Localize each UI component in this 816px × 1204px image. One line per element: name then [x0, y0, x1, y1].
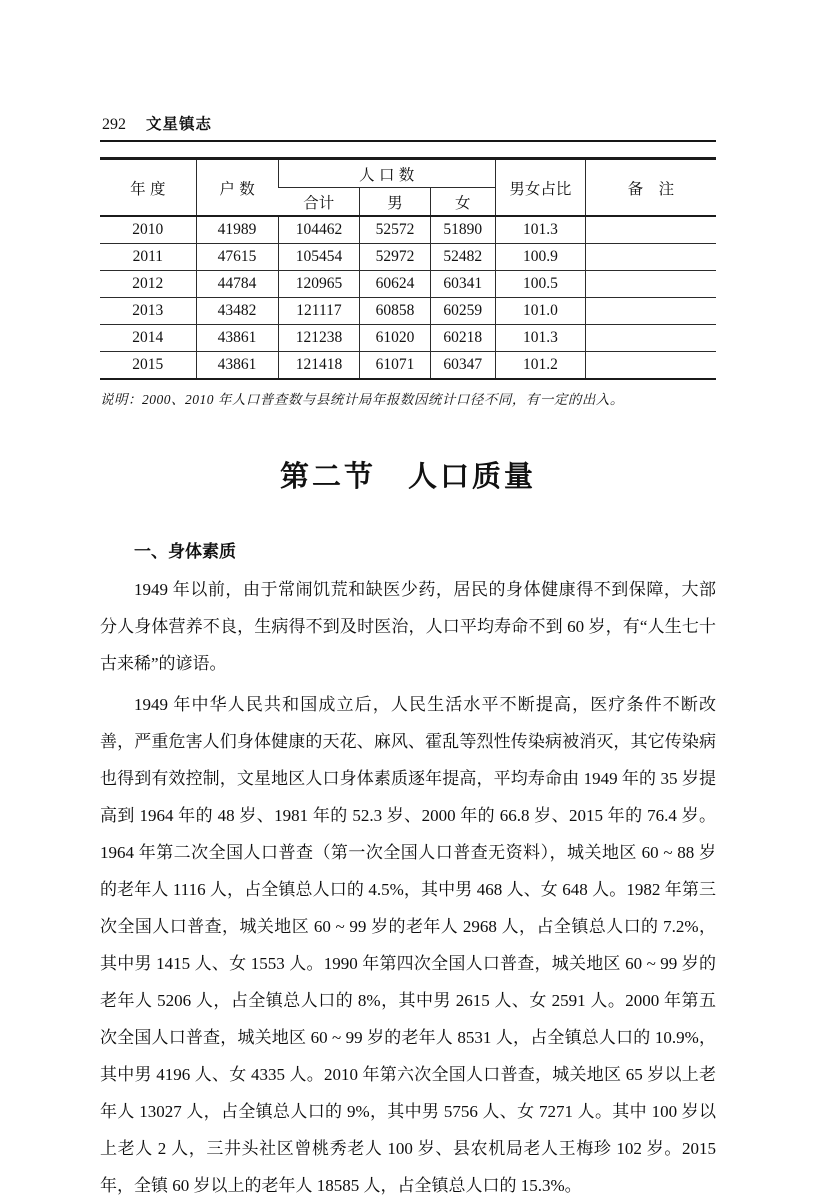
year-cell: 2014 — [100, 325, 196, 352]
male-cell: 52572 — [360, 216, 430, 244]
table-row — [100, 352, 716, 380]
col-header-total: 合计 — [278, 188, 360, 217]
table-row — [100, 298, 716, 325]
col-header-ratio: 男女占比 — [495, 159, 585, 217]
table-note: 说明：2000、2010 年人口普查数与县统计局年报数因统计口径不同，有一定的出入。 — [100, 392, 624, 407]
paragraph: 1949 年以前，由于常闹饥荒和缺医少药，居民的身体健康得不到保障，大部分人身体营养不良，生病得不到及时医治，人口平均寿命不到 60 岁，有“人生七十古来稀”的谚语。 — [100, 580, 716, 673]
table-row — [100, 216, 716, 244]
remarks-cell — [585, 325, 716, 352]
page-number: 292 — [102, 116, 126, 133]
ratio-cell: 101.2 — [495, 352, 585, 380]
male-cell: 60624 — [360, 271, 430, 298]
female-cell: 51890 — [430, 216, 495, 244]
year-cell: 2015 — [132, 356, 164, 373]
table-row — [100, 244, 716, 271]
total-cell: 105454 — [278, 244, 360, 271]
col-header-remarks: 备 注 — [585, 159, 716, 217]
households-cell: 41989 — [196, 216, 278, 244]
total-cell: 121418 — [278, 352, 360, 380]
female-cell: 60218 — [430, 325, 495, 352]
total-cell: 120965 — [278, 271, 360, 298]
total-cell: 121117 — [278, 298, 360, 325]
running-head — [100, 112, 716, 142]
female-cell: 60341 — [430, 271, 495, 298]
female-cell: 52482 — [430, 244, 495, 271]
remarks-cell — [585, 216, 716, 244]
year-cell: 2012 — [100, 271, 196, 298]
ratio-cell: 101.3 — [495, 216, 585, 244]
remarks-cell — [585, 271, 716, 298]
male-cell: 52972 — [360, 244, 430, 271]
households-cell: 43861 — [196, 325, 278, 352]
year-cell: 2013 — [100, 298, 196, 325]
year-cell: 2011 — [100, 244, 196, 271]
section-title: 第二节 人口质量 — [279, 461, 536, 493]
households-cell: 43482 — [196, 298, 278, 325]
col-header-female: 女 — [430, 188, 495, 217]
male-cell: 61071 — [360, 352, 430, 380]
table-row — [100, 325, 716, 352]
female-cell: 60259 — [430, 298, 495, 325]
households-cell: 44784 — [196, 271, 278, 298]
year-cell: 2010 — [100, 216, 196, 244]
book-title: 文星镇志 — [146, 116, 213, 133]
col-header-male: 男 — [360, 188, 430, 217]
col-header-year: 年 度 — [100, 159, 196, 217]
households-cell: 47615 — [196, 244, 278, 271]
subsection-title: 一、身体素质 — [134, 542, 236, 561]
total-cell: 121238 — [278, 325, 360, 352]
ratio-cell: 101.3 — [495, 325, 585, 352]
col-header-households: 户 数 — [196, 159, 278, 217]
remarks-cell — [585, 244, 716, 271]
ratio-cell: 100.9 — [495, 244, 585, 271]
table-header-row-1 — [100, 159, 716, 188]
male-cell: 61020 — [360, 325, 430, 352]
population-table — [100, 157, 716, 380]
ratio-cell: 100.5 — [495, 271, 585, 298]
remarks-cell — [585, 352, 716, 380]
table-row — [100, 271, 716, 298]
paragraph: 1949 年中华人民共和国成立后，人民生活水平不断提高，医疗条件不断改善，严重危害人们身体健康的天花、麻风、霍乱等烈性传染病被消灭，其它传染病也得到有效控制，文星地区人口身体素质逐年提高，平均寿命由 1949 年的 35 岁提高到 1964 年的 48 岁、1981 年的 52.3 岁、2000 年的 66.8 岁、2015 年的 76.4 岁。1964 年第二次全国人口普查（第一次全国人口普查无资料），城关地区 60 ~ 88 岁的老年人 1116 人，占全镇总人口的 4.5%，其中男 468 人、女 648 人。1982 年第三次全国人口普查，城关地区 60 ~ 99 岁的老年人 2968 人，占全镇总人口的 7.2%，其中男 1415 人、女 1553 人。1990 年第四次全国人口普查，城关地区 60 ~ 99 岁的老年人 5206 人，占全镇总人口的 8%，其中男 2615 人、女 2591 人。2000 年第五次全国人口普查，城关地区 60 ~ 99 岁的老年人 8531 人，占全镇总人口的 10.9%，其中男 4196 人、女 4335 人。2010 年第六次全国人口普查，城关地区 65 岁以上老年人 13027 人，占全镇总人口的 9%，其中男 5756 人、女 7271 人。其中 100 岁以上老人 2 人，三井头社区曾桃秀老人 100 岁、县农机局老人王梅珍 102 岁。2015 年，全镇 60 岁以上的老年人 18585 人，占全镇总人口的 15.3%。 — [100, 695, 716, 1195]
households-cell: 43861 — [196, 352, 278, 380]
remarks-cell — [585, 298, 716, 325]
ratio-cell: 101.0 — [495, 298, 585, 325]
female-cell: 60347 — [430, 352, 495, 380]
col-header-population: 人 口 数 — [278, 159, 495, 188]
male-cell: 60858 — [360, 298, 430, 325]
total-cell: 104462 — [278, 216, 360, 244]
